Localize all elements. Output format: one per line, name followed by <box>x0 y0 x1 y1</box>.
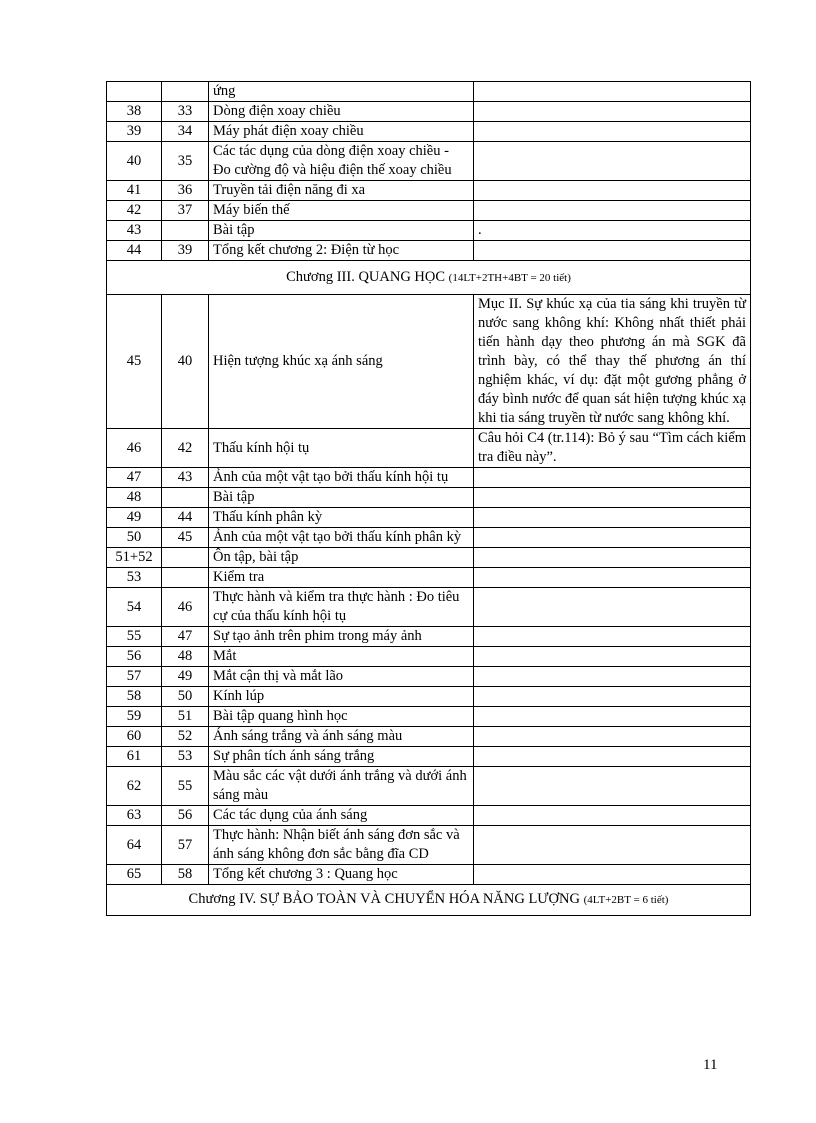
table-row <box>107 568 751 588</box>
row-number: 60 <box>107 727 162 747</box>
row-number: 50 <box>107 528 162 548</box>
row-number: 39 <box>107 122 162 142</box>
note <box>474 806 751 826</box>
period-number: 36 <box>162 181 209 201</box>
row-number: 38 <box>107 102 162 122</box>
period-number <box>162 548 209 568</box>
note <box>474 508 751 528</box>
note <box>474 767 751 806</box>
row-number: 63 <box>107 806 162 826</box>
note <box>474 102 751 122</box>
period-number: 51 <box>162 707 209 727</box>
table-body-chapter2 <box>107 82 751 261</box>
lesson-title: Dòng điện xoay chiều <box>209 102 474 122</box>
period-number: 53 <box>162 747 209 767</box>
note <box>474 201 751 221</box>
period-number: 57 <box>162 826 209 865</box>
period-number: 55 <box>162 767 209 806</box>
row-number: 65 <box>107 865 162 885</box>
lesson-title: Bài tập quang hình học <box>209 707 474 727</box>
lesson-title: Các tác dụng của ánh sáng <box>209 806 474 826</box>
chapter-header-row <box>107 885 751 916</box>
row-number: 61 <box>107 747 162 767</box>
row-number: 48 <box>107 488 162 508</box>
note <box>474 627 751 647</box>
lesson-title: Bài tập <box>209 221 474 241</box>
chapter4-title <box>107 885 751 916</box>
period-number: 52 <box>162 727 209 747</box>
period-number: 47 <box>162 627 209 647</box>
table-row <box>107 468 751 488</box>
table-row <box>107 707 751 727</box>
note <box>474 82 751 102</box>
row-number: 42 <box>107 201 162 221</box>
note <box>474 588 751 627</box>
period-number <box>162 221 209 241</box>
note <box>474 727 751 747</box>
period-number <box>162 488 209 508</box>
row-number: 57 <box>107 667 162 687</box>
lesson-title: Tổng kết chương 2: Điện từ học <box>209 241 474 261</box>
table-row <box>107 122 751 142</box>
page-number: 11 <box>703 1057 718 1073</box>
table-row <box>107 241 751 261</box>
table-row <box>107 201 751 221</box>
chapter3-title-detail: (14LT+2TH+4BT = 20 tiết) <box>448 271 571 284</box>
chapter3-header-body <box>107 261 751 295</box>
lesson-title: Ôn tập, bài tập <box>209 548 474 568</box>
table-row <box>107 488 751 508</box>
table-row <box>107 687 751 707</box>
lesson-title: Mắt <box>209 647 474 667</box>
lesson-title: Thực hành: Nhận biết ánh sáng đơn sắc và ánh sáng không đơn sắc bằng đĩa CD <box>209 826 474 865</box>
row-number: 51+52 <box>107 548 162 568</box>
period-number: 44 <box>162 508 209 528</box>
table-row <box>107 826 751 865</box>
note <box>474 865 751 885</box>
period-number: 46 <box>162 588 209 627</box>
note <box>474 687 751 707</box>
table-row <box>107 102 751 122</box>
lesson-title: Kiểm tra <box>209 568 474 588</box>
period-number: 50 <box>162 687 209 707</box>
period-number: 40 <box>162 295 209 429</box>
lesson-title: Mắt cận thị và mắt lão <box>209 667 474 687</box>
table-body-chapter3 <box>107 295 751 885</box>
row-number: 62 <box>107 767 162 806</box>
lesson-title: Thực hành và kiểm tra thực hành : Đo tiêu cự của thấu kính hội tụ <box>209 588 474 627</box>
lesson-title: Tổng kết chương 3 : Quang học <box>209 865 474 885</box>
note <box>474 826 751 865</box>
note <box>474 647 751 667</box>
table-row <box>107 747 751 767</box>
period-number: 34 <box>162 122 209 142</box>
row-number: 55 <box>107 627 162 647</box>
lesson-title: Thấu kính phân kỳ <box>209 508 474 528</box>
row-number: 40 <box>107 142 162 181</box>
table-row <box>107 508 751 528</box>
period-number: 48 <box>162 647 209 667</box>
note <box>474 707 751 727</box>
table-row <box>107 627 751 647</box>
table-row <box>107 221 751 241</box>
syllabus-table <box>106 81 751 916</box>
lesson-title: Các tác dụng của dòng điện xoay chiều - Đo cường độ và hiệu điện thế xoay chiều <box>209 142 474 181</box>
period-number <box>162 82 209 102</box>
row-number <box>107 82 162 102</box>
period-number <box>162 568 209 588</box>
row-number: 59 <box>107 707 162 727</box>
period-number: 43 <box>162 468 209 488</box>
chapter4-title-main: Chương IV. SỰ BẢO TOÀN VÀ CHUYỂN HÓA NĂNG LƯỢNG <box>188 891 584 907</box>
table-row <box>107 667 751 687</box>
period-number: 58 <box>162 865 209 885</box>
table-row <box>107 82 751 102</box>
period-number: 35 <box>162 142 209 181</box>
row-number: 46 <box>107 429 162 468</box>
table-row <box>107 727 751 747</box>
period-number: 42 <box>162 429 209 468</box>
row-number: 56 <box>107 647 162 667</box>
chapter3-title-main: Chương III. QUANG HỌC <box>286 268 449 285</box>
note <box>474 667 751 687</box>
lesson-title: Truyền tải điện năng đi xa <box>209 181 474 201</box>
table-row <box>107 142 751 181</box>
note <box>474 142 751 181</box>
row-number: 41 <box>107 181 162 201</box>
table-row <box>107 548 751 568</box>
table-row <box>107 429 751 468</box>
table-row <box>107 528 751 548</box>
row-number: 43 <box>107 221 162 241</box>
chapter4-header-body <box>107 885 751 916</box>
lesson-title: Màu sắc các vật dưới ánh trắng và dưới ánh sáng màu <box>209 767 474 806</box>
lesson-title: Thấu kính hội tụ <box>209 429 474 468</box>
chapter4-title-detail: (4LT+2BT = 6 tiết) <box>583 894 669 906</box>
lesson-title: Bài tập <box>209 488 474 508</box>
lesson-title: Ảnh của một vật tạo bởi thấu kính hội tụ <box>209 468 474 488</box>
table-row <box>107 647 751 667</box>
lesson-title: Ánh sáng trắng và ánh sáng màu <box>209 727 474 747</box>
row-number: 45 <box>107 295 162 429</box>
period-number: 45 <box>162 528 209 548</box>
note: Câu hỏi C4 (tr.114): Bỏ ý sau “Tìm cách kiểm tra điều này”. <box>474 429 751 468</box>
note <box>474 747 751 767</box>
note <box>474 468 751 488</box>
table-row <box>107 865 751 885</box>
note <box>474 122 751 142</box>
lesson-title: Ảnh của một vật tạo bởi thấu kính phân kỳ <box>209 528 474 548</box>
row-number: 64 <box>107 826 162 865</box>
note <box>474 241 751 261</box>
period-number: 39 <box>162 241 209 261</box>
row-number: 49 <box>107 508 162 528</box>
note <box>474 528 751 548</box>
note: Mục II. Sự khúc xạ của tia sáng khi truyền từ nước sang không khí: Không nhất thiết phải tiến hành dạy theo phương án mà SGK đã trình bày, có thể thay thế phương án thí nghiệm khác, ví dụ: đặt một gương phẳng ở đáy bình nước để quan sát hiện tượng khúc xạ khi tia sáng truyền từ nước sang không khí. <box>474 295 751 429</box>
note <box>474 568 751 588</box>
period-number: 37 <box>162 201 209 221</box>
lesson-title: Máy phát điện xoay chiều <box>209 122 474 142</box>
lesson-title: ứng <box>209 82 474 102</box>
lesson-title: Máy biến thế <box>209 201 474 221</box>
note <box>474 181 751 201</box>
row-number: 54 <box>107 588 162 627</box>
note: . <box>474 221 751 241</box>
row-number: 58 <box>107 687 162 707</box>
lesson-title: Hiện tượng khúc xạ ánh sáng <box>209 295 474 429</box>
table-row <box>107 806 751 826</box>
row-number: 53 <box>107 568 162 588</box>
row-number: 44 <box>107 241 162 261</box>
note <box>474 488 751 508</box>
period-number: 33 <box>162 102 209 122</box>
lesson-title: Sự phân tích ánh sáng trắng <box>209 747 474 767</box>
chapter-header-row <box>107 261 751 295</box>
row-number: 47 <box>107 468 162 488</box>
lesson-title: Sự tạo ảnh trên phim trong máy ảnh <box>209 627 474 647</box>
chapter3-title <box>107 261 751 295</box>
note <box>474 548 751 568</box>
table-row <box>107 295 751 429</box>
period-number: 49 <box>162 667 209 687</box>
table-row <box>107 588 751 627</box>
lesson-title: Kính lúp <box>209 687 474 707</box>
table-row <box>107 767 751 806</box>
table-row <box>107 181 751 201</box>
period-number: 56 <box>162 806 209 826</box>
